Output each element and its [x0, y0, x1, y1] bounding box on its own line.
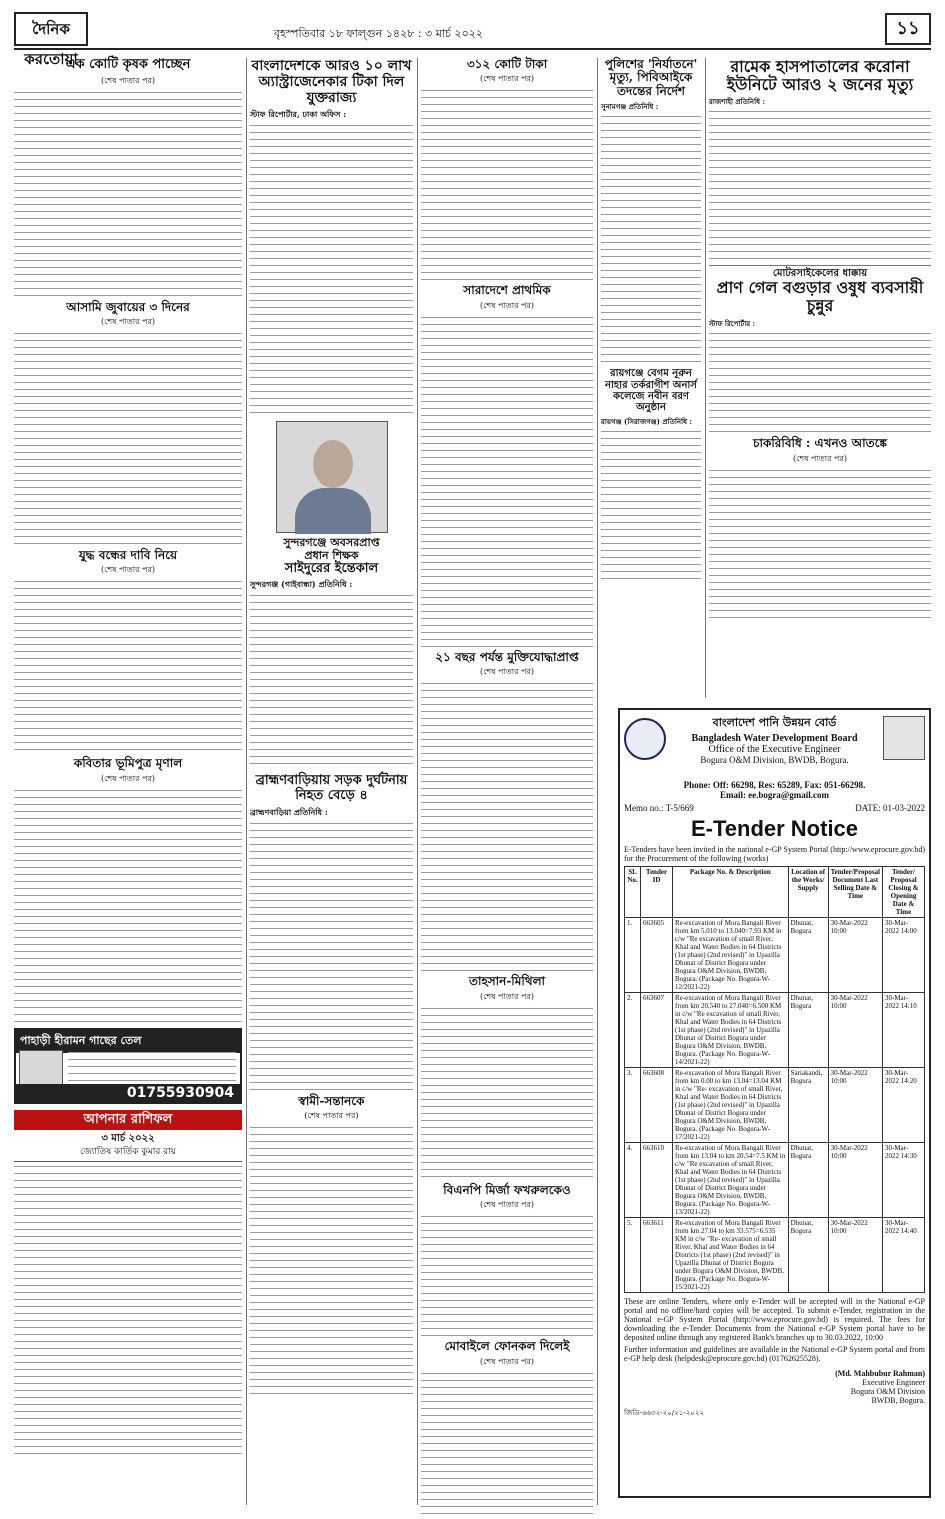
tender-row — [625, 1143, 925, 1218]
headline: এক কোটি কৃষক পাচ্ছেন — [65, 57, 191, 72]
continuation-note: (শেষ পাতার পর) — [100, 316, 156, 326]
tender-row — [625, 1068, 925, 1143]
rashifal-date: ৩ মার্চ ২০২২ — [101, 1132, 155, 1144]
tender-cell: 30-Mar-2022 10:00 — [828, 918, 882, 993]
tender-row — [625, 918, 925, 993]
ad-reference: জিডি-৬৬৩২-২০/২১-২০২২ — [624, 1409, 704, 1417]
newspaper-logo: দৈনিক করতোয়া — [14, 12, 88, 46]
office-name: Office of the Executive Engineer — [708, 744, 841, 755]
tender-cell: 663611 — [641, 1218, 673, 1293]
article-body — [421, 1008, 593, 1180]
tender-cell: 3. — [625, 1068, 641, 1143]
continuation-note: (শেষ পাতার পর) — [304, 1110, 359, 1120]
portrait-photo — [276, 421, 388, 533]
headline: প্রাণ গেল বগুড়ার ওষুধ ব্যবসায়ী চুন্নুর — [716, 278, 924, 316]
article-body — [250, 1127, 413, 1397]
headline: সারাদেশে প্রাথমিক — [463, 283, 551, 298]
tender-row — [625, 993, 925, 1068]
column-header: Tender/ Proposal Closing & Opening Date & Time — [883, 867, 925, 918]
headline: কবিতার ভূমিপুত্র মৃণাল — [73, 756, 183, 771]
ad-phone: 01755930904 — [16, 1084, 240, 1102]
bwdb-logo-icon — [624, 718, 666, 760]
mujib-logo-icon — [883, 716, 925, 760]
continuation-note: (শেষ পাতার পর) — [479, 300, 535, 310]
headline: বাংলাদেশকে আরও ১০ লাখ অ্যাস্ট্রাজেনেকার টিকা দিল যুক্তরাজ্য — [251, 58, 412, 107]
tender-cell: Re-excavation of Mora Bangali River from km 20.540 to 27.040=6.500 KM in c/w "Re excavation of small River, Khal and Water Bodies in 64 Districts (1st phase) (2nd revised)" in Upazilla Dhunat of District Bogura under Bogura O&M Division, BWDB, Bogura. (Package No. Bogura-W-14/2021-22) — [673, 993, 789, 1068]
tender-cell: 663605 — [641, 918, 673, 993]
tender-cell: 4. — [625, 1143, 641, 1218]
memo-number: Memo no.: T-5/669 — [624, 803, 694, 813]
headline: রামেক হাসপাতালের করোনা ইউনিটে আরও ২ জনের মৃত্যু — [726, 57, 914, 94]
article-body — [709, 111, 931, 261]
tender-cell: Dhunat, Bogura — [788, 1218, 828, 1293]
article-body — [421, 683, 593, 971]
email: Email: ee.bogra@gmail.com — [719, 790, 830, 800]
memo-date: DATE: 01-03-2022 — [855, 803, 925, 813]
org-name-bn: বাংলাদেশ পানি উন্নয়ন বোর্ড — [712, 716, 837, 729]
tender-cell: 663607 — [641, 993, 673, 1068]
continuation-note: (শেষ পাতার পর) — [479, 1356, 535, 1366]
column-3 — [421, 58, 593, 1505]
kicker: মোটরসাইকেলের ধাক্কায় — [709, 265, 931, 279]
column-2 — [250, 58, 413, 1505]
ad-title: পাহাড়ী হীরামন গাছের তেল — [16, 1030, 240, 1053]
memo-line — [624, 803, 925, 813]
article-body — [421, 90, 593, 280]
tender-cell: Re-excavation of Mora Bangali River from km 0.00 to km 13.04=13.04 KM in c/w "Re- excavation of small River, Khal and Water Bodies in 64 Districts (1st phase) (2nd revised)" in Upazilla Dhunat of District Bogura under Bogura O&M Division, BWDB, Bogura. (Package No. Bogura-W-17/2021-22) — [673, 1068, 789, 1143]
tender-cell: 30-Mar-2022 14:30 — [883, 1143, 925, 1218]
column-rule — [246, 58, 247, 1505]
byline: সুনামগঞ্জ প্রতিনিধি : — [601, 102, 659, 112]
byline: সুন্দরগঞ্জ (গাইবান্ধা) প্রতিনিধি : — [250, 579, 353, 590]
tender-cell: 30-Mar-2022 10:00 — [828, 1068, 882, 1143]
signatory-title: Executive Engineer — [862, 1378, 925, 1387]
photo-caption: সুন্দরগঞ্জে অবসরপ্রাপ্ত — [283, 536, 380, 550]
headline: আসামি জুবায়ের ৩ দিনের — [66, 299, 190, 314]
tender-cell: 30-Mar-2022 14:40 — [883, 1218, 925, 1293]
tender-cell: 663610 — [641, 1143, 673, 1218]
tender-cell: Dhunat, Bogura — [788, 918, 828, 993]
headline: চাকরিবিধি : এখনও আতঙ্কে — [753, 436, 887, 451]
continuation-note: (শেষ পাতার পর) — [479, 667, 535, 677]
article-body — [421, 1373, 593, 1519]
division-name: Bogura O&M Division, BWDB, Bogura. — [700, 755, 849, 765]
contacts: Phone: Off: 66298, Res: 65289, Fax: 051-66298. — [683, 780, 866, 790]
page-number: ১১ — [885, 13, 931, 45]
signatory-name: (Md. Mahbubur Rahman) — [835, 1369, 925, 1378]
rashifal-author: জ্যোতিষ কার্তিক কুমার রায় — [14, 1144, 242, 1162]
byline: রায়গঞ্জ (সিরাজগঞ্জ) প্রতিনিধি : — [601, 417, 693, 427]
article-body — [601, 116, 701, 364]
article-body — [421, 317, 593, 647]
column-rule — [705, 58, 706, 698]
ad-body — [68, 1052, 236, 1082]
tender-cell: 30-Mar-2022 10:00 — [828, 1143, 882, 1218]
article-body — [14, 581, 242, 753]
photo-caption: প্রধান শিক্ষক — [304, 548, 359, 562]
column-1 — [14, 58, 242, 1505]
tender-table — [624, 866, 925, 1293]
rashifal-title: আপনার রাশিফল — [14, 1110, 242, 1130]
tender-header — [624, 714, 925, 780]
column-header: Tender ID — [641, 867, 673, 918]
continuation-note: (শেষ পাতার পর) — [479, 74, 535, 84]
tender-cell: Dhunat, Bogura — [788, 1143, 828, 1218]
byline: ব্রাহ্মণবাড়িয়া প্রতিনিধি : — [250, 806, 328, 817]
tender-cell: 30-Mar-2022 10:00 — [828, 1218, 882, 1293]
face-shape — [313, 440, 353, 488]
tender-cell: 30-Mar-2022 14:10 — [883, 993, 925, 1068]
rashifal-body — [14, 1166, 242, 1456]
byline: রাজশাহী প্রতিনিধি : — [709, 97, 766, 107]
tender-cell: 30-Mar-2022 14:00 — [883, 918, 925, 993]
column-header: Location of the Works/ Supply — [788, 867, 828, 918]
continuation-note: (শেষ পাতার পর) — [479, 1200, 535, 1210]
column-5 — [709, 58, 931, 699]
headline: রায়গঞ্জে বেগম নূরুন নাহার তর্করাগীশ অনার্স কলেজে নবীন বরণ অনুষ্ঠান — [605, 368, 697, 413]
article-body — [14, 333, 242, 545]
column-rule — [597, 58, 598, 1505]
article-body — [421, 1216, 593, 1336]
column-4 — [601, 58, 701, 699]
continuation-note: (শেষ পাতার পর) — [100, 565, 156, 575]
tender-cell: 2. — [625, 993, 641, 1068]
tender-cell: Re-excavation of Mora Bangali River from km 27.04 to km 33.575=6.535 KM in c/w "Re- excavation of small River, Khal and Water Bodies in 64 Districts (1st phase) (2nd revised)" in Upazilla Dhunat of District Bogura under Bogura O&M Division, BWDB, Bogura. (Package No. Bogura-W-15/2021-22) — [673, 1218, 789, 1293]
tender-cell: Dhunat, Bogura — [788, 993, 828, 1068]
article-body — [709, 333, 931, 433]
continuation-note: (শেষ পাতার পর) — [100, 773, 156, 783]
article-body — [14, 790, 242, 1022]
article-body — [709, 470, 931, 618]
tender-cell: 30-Mar-2022 10:00 — [828, 993, 882, 1068]
tender-note: These are online Tenders, where only e-Tender will be accepted will in the National e-GP portal and no offline/hard copies will be accepted. To submit e-Tender, registration in the National e-GP System Portal (http://www.eprocure.gov.bd) is required. The fees for downloading the e-Tender Documents from the National e-GP System portal have to be deposited online through any registered Bank's branches up to 30.03.2022, 10:00 — [624, 1297, 925, 1342]
tender-notice — [618, 708, 931, 1498]
tender-note: Further information and guidelines are available in the National e-GP System portal and from e-GP help desk (helpdesk@eprocure.gov.bd) (01762625528). — [624, 1345, 925, 1363]
continuation-note: (শেষ পাতার পর) — [100, 75, 156, 85]
headline: ২১ বছর পর্যন্ত মুক্তিযোদ্ধাপ্রাপ্ত — [435, 649, 579, 664]
column-header: SL No. — [625, 867, 641, 918]
article-body — [250, 595, 413, 770]
article-body — [250, 823, 413, 1091]
headline: স্বামী-সন্তানকে — [298, 1093, 365, 1108]
tender-row — [625, 1218, 925, 1293]
column-header: Tender/Proposal Document Last Selling Date & Time — [828, 867, 882, 918]
headline: বিএনপি মির্জা ফখরুলকেও — [443, 1182, 571, 1197]
photo-caption: সাইদুরের ইন্তেকাল — [284, 560, 379, 576]
headline: যুদ্ধ বন্ধের দাবি নিয়ে — [78, 547, 178, 562]
signatory-office: Bogura O&M Division — [850, 1387, 925, 1396]
shirt-shape — [295, 488, 371, 534]
tender-cell: Re-excavation of Mora Bangali River from km 13.04 to km 20.54=7.5 KM in c/w "Re excavation of small River, Khal and Water Bodies in 64 Districts (1st phase) (2nd revised)" in Upazilla Dhunat of District Bogura under Bogura O&M Division, BWDB, Bogura. (Package No. Bogura-W-13/2021-22) — [673, 1143, 789, 1218]
article-body — [14, 92, 242, 297]
article-body — [250, 125, 413, 415]
headline: মোবাইলে ফোনকল দিলেই — [444, 1339, 570, 1354]
dateline: বৃহস্পতিবার ১৮ ফাল্গুন ১৪২৮ : ৩ মার্চ ২০২২ — [274, 27, 484, 40]
tender-cell: Sariakandi, Bogura — [788, 1068, 828, 1143]
org-name-en: Bangladesh Water Development Board — [691, 733, 858, 744]
tender-intro: E-Tenders have been invited in the national e-GP System Portal (http://www.eprocure.gov.bd) for the Procurement of the following (works) — [624, 845, 925, 863]
tender-cell: 5. — [625, 1218, 641, 1293]
byline: স্টাফ রিপোর্টার : — [709, 319, 756, 329]
signatory-org: BWDB, Bogura. — [871, 1396, 925, 1405]
headline: ব্রাহ্মণবাড়িয়ায় সড়ক দুর্ঘটনায় নিহত বেড়ে ৪ — [255, 773, 408, 803]
byline: স্টাফ রিপোর্টার, ঢাকা অফিস : — [250, 109, 347, 120]
headline: ৩১২ কোটি টাকা — [466, 57, 548, 71]
tender-cell: 663608 — [641, 1068, 673, 1143]
article-body — [601, 431, 701, 581]
tender-title: E-Tender Notice — [690, 816, 859, 841]
headline: তাহসান-মিথিলা — [468, 974, 546, 989]
column-header: Package No. & Description — [673, 867, 789, 918]
continuation-note: (শেষ পাতার পর) — [479, 991, 535, 1001]
column-rule — [417, 58, 418, 1505]
ad-photo — [19, 1050, 63, 1086]
continuation-note: (শেষ পাতার পর) — [792, 453, 848, 463]
tender-cell: Re-excavation of Mora Bangali River from km 5.010 to 13.040=7.93 KM in c/w "Re excavation of small River, Khal and Water Bodies in 64 Districts (1st phase) (2nd revised)" in Upazilla Dhunat of District Bogura under Bogura O&M Division, BWDB, Bogura. (Package No. Bogura-W-12/2021-22) — [673, 918, 789, 993]
tender-cell: 1. — [625, 918, 641, 993]
tender-table-header — [625, 867, 925, 918]
headline: পুলিশের 'নির্যাতনে' মৃত্যু, পিবিআইকে তদন্তের নির্দেশ — [604, 57, 698, 98]
advertisement — [14, 1028, 242, 1104]
tender-cell: 30-Mar-2022 14:20 — [883, 1068, 925, 1143]
